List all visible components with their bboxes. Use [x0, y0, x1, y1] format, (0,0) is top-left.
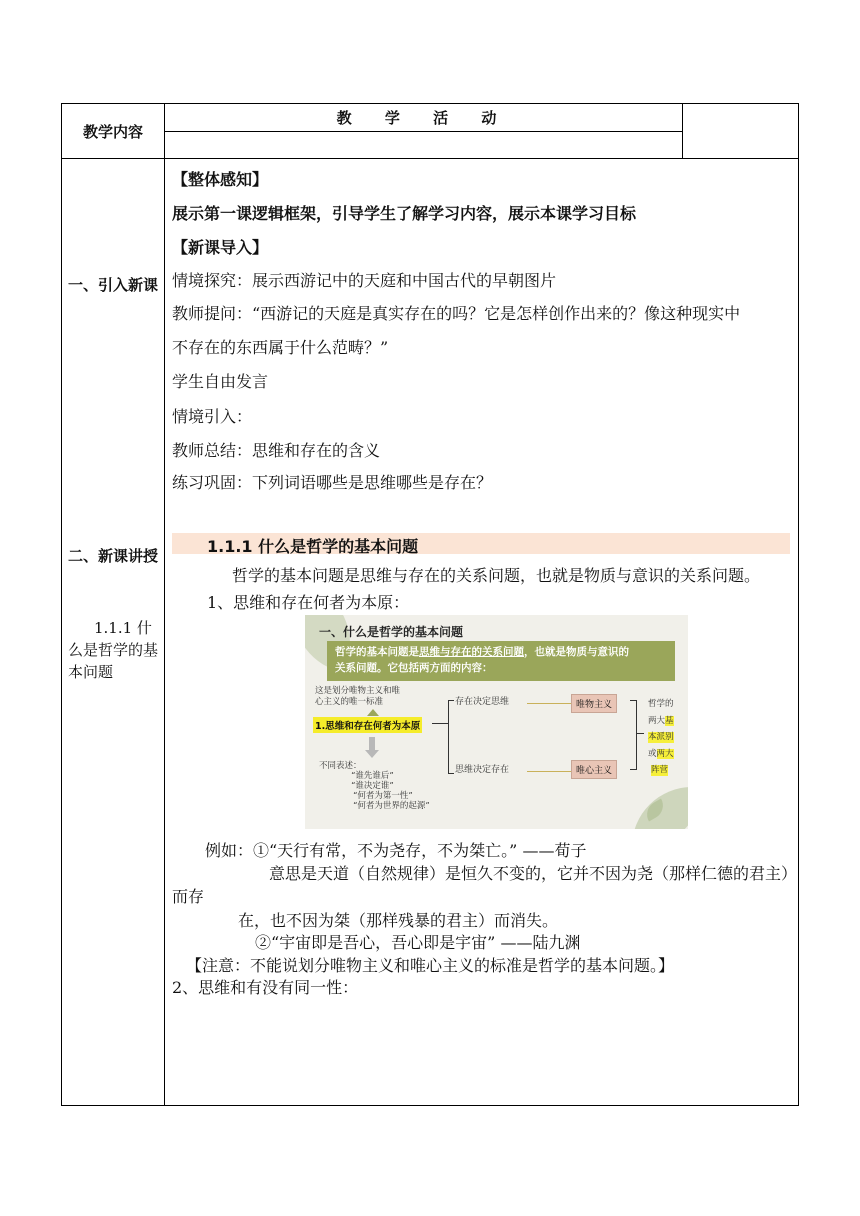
- box-text: ，也就是物质与意识的: [524, 646, 629, 658]
- diagram-diff-1: “谁先谁后”: [351, 771, 394, 781]
- concept-diagram-image: [305, 615, 688, 829]
- result-text: 两大: [648, 716, 666, 726]
- diagram-branch-2: 思维决定存在: [455, 765, 510, 775]
- connector-line: [527, 703, 571, 704]
- header-bottom-line: [61, 158, 799, 159]
- bracket-line: [636, 733, 644, 734]
- bracket-line: [448, 773, 454, 774]
- bracket-line: [630, 769, 636, 770]
- diagram-diff-4: “何者为世界的起源”: [353, 801, 430, 811]
- example-1-explain-line1: 意思是天道（自然规律）是恒久不变的，它并不因为尧（那样仁德的君主）: [269, 864, 798, 883]
- diagram-diff-label: 不同表述：: [319, 761, 362, 771]
- box-text: 关系问题。它包括两方面的内容：: [335, 662, 493, 674]
- diagram-definition-box: [327, 641, 675, 681]
- header-right-divider: [682, 103, 683, 158]
- result-highlight: 基: [665, 716, 674, 726]
- table-border-left: [61, 103, 62, 1106]
- example-1: 例如：①“天行有常，不为尧存，不为桀亡。” ——荀子: [205, 841, 587, 860]
- heading-new-lesson-intro: 【新课导入】: [172, 238, 269, 257]
- bracket-line: [448, 700, 454, 701]
- materialism-box: 唯物主义: [571, 694, 617, 713]
- example-2: ②“宇宙即是吾心，吾心即是宇宙” ——陆九渊: [255, 933, 581, 952]
- box-text: 哲学的基本问题是: [335, 646, 419, 658]
- diagram-diff-2: “谁决定谁”: [351, 781, 394, 791]
- note-paragraph: 【注意：不能说划分唯物主义和唯心主义的标准是哲学的基本问题。】: [186, 956, 675, 975]
- situation-explore: 情境探究：展示西游记中的天庭和中国古代的早朝图片: [172, 271, 557, 290]
- situation-intro: 情境引入：: [172, 407, 253, 426]
- example-1-explain-line3: 在，也不因为桀（那样残暴的君主）而消失。: [238, 911, 559, 930]
- bracket-line: [636, 700, 637, 770]
- teacher-summary: 教师总结：思维和存在的含义: [172, 441, 381, 460]
- down-arrow-shaft: [369, 737, 375, 751]
- diagram-note-line2: 心主义的唯一标准: [315, 697, 384, 707]
- diagram-result-4: [648, 749, 674, 760]
- up-arrow-icon: [367, 709, 379, 716]
- box-underlined-text: 思维与存在的关系问题: [419, 646, 524, 658]
- diagram-result-3: 本派别: [648, 732, 674, 742]
- point-1-origin: 1、思维和存在何者为本原：: [207, 593, 410, 612]
- section-new-lesson-title: 二、新课讲授: [68, 547, 159, 565]
- teacher-question-line2: 不存在的东西属于什么范畴？”: [172, 338, 389, 357]
- section-intro-title: 一、引入新课: [68, 276, 159, 294]
- header-teaching-activities: 教 学 活 动: [336, 109, 511, 127]
- bracket-line: [630, 700, 636, 701]
- definition-paragraph: 哲学的基本问题是思维与存在的关系问题，也就是物质与意识的关系问题。: [232, 566, 761, 585]
- diagram-question-1: 1.思维和存在何者为本原: [313, 717, 422, 733]
- section-subtitle: 1.1.1 什么是哲学的基本问题: [68, 619, 159, 681]
- diagram-result-1: 哲学的: [648, 699, 674, 709]
- diagram-branch-1: 存在决定思维: [455, 697, 510, 707]
- idealism-box: 唯心主义: [571, 760, 617, 779]
- table-col-divider: [164, 103, 165, 1106]
- bracket-line: [448, 700, 449, 774]
- diagram-title: 一、什么是哲学的基本问题: [319, 625, 464, 639]
- teacher-question-line1: 教师提问：“西游记的天庭是真实存在的吗？它是怎样创作出来的？像这种现实中: [172, 304, 741, 323]
- result-highlight: 两大: [656, 749, 674, 759]
- result-text: 或: [648, 749, 657, 759]
- point-2-identity: 2、思维和有没有同一性：: [172, 978, 359, 997]
- header-teaching-content: 教学内容: [82, 122, 143, 141]
- header-mid-line: [164, 131, 682, 132]
- connector-line: [527, 771, 571, 772]
- practice-consolidate: 练习巩固：下列词语哪些是思维哪些是存在？: [172, 473, 493, 492]
- table-border-right: [798, 103, 799, 1106]
- down-arrow-icon: [365, 750, 379, 758]
- bracket-line: [432, 723, 448, 724]
- diagram-note-line1: 这是划分唯物主义和唯: [315, 686, 401, 696]
- example-1-explain-line2: 而存: [172, 887, 205, 906]
- overview-paragraph: 展示第一课逻辑框架，引导学生了解学习内容，展示本课学习目标: [172, 204, 637, 223]
- heading-overall-perception: 【整体感知】: [172, 170, 269, 189]
- diagram-diff-3: “何者为第一性”: [353, 791, 413, 801]
- student-speech: 学生自由发言: [172, 372, 269, 391]
- subheading-basic-question: 1.1.1 什么是哲学的基本问题: [207, 537, 419, 556]
- table-border-bottom: [61, 1105, 799, 1106]
- diagram-result-2: [648, 716, 674, 727]
- diagram-result-5: 阵营: [651, 765, 669, 775]
